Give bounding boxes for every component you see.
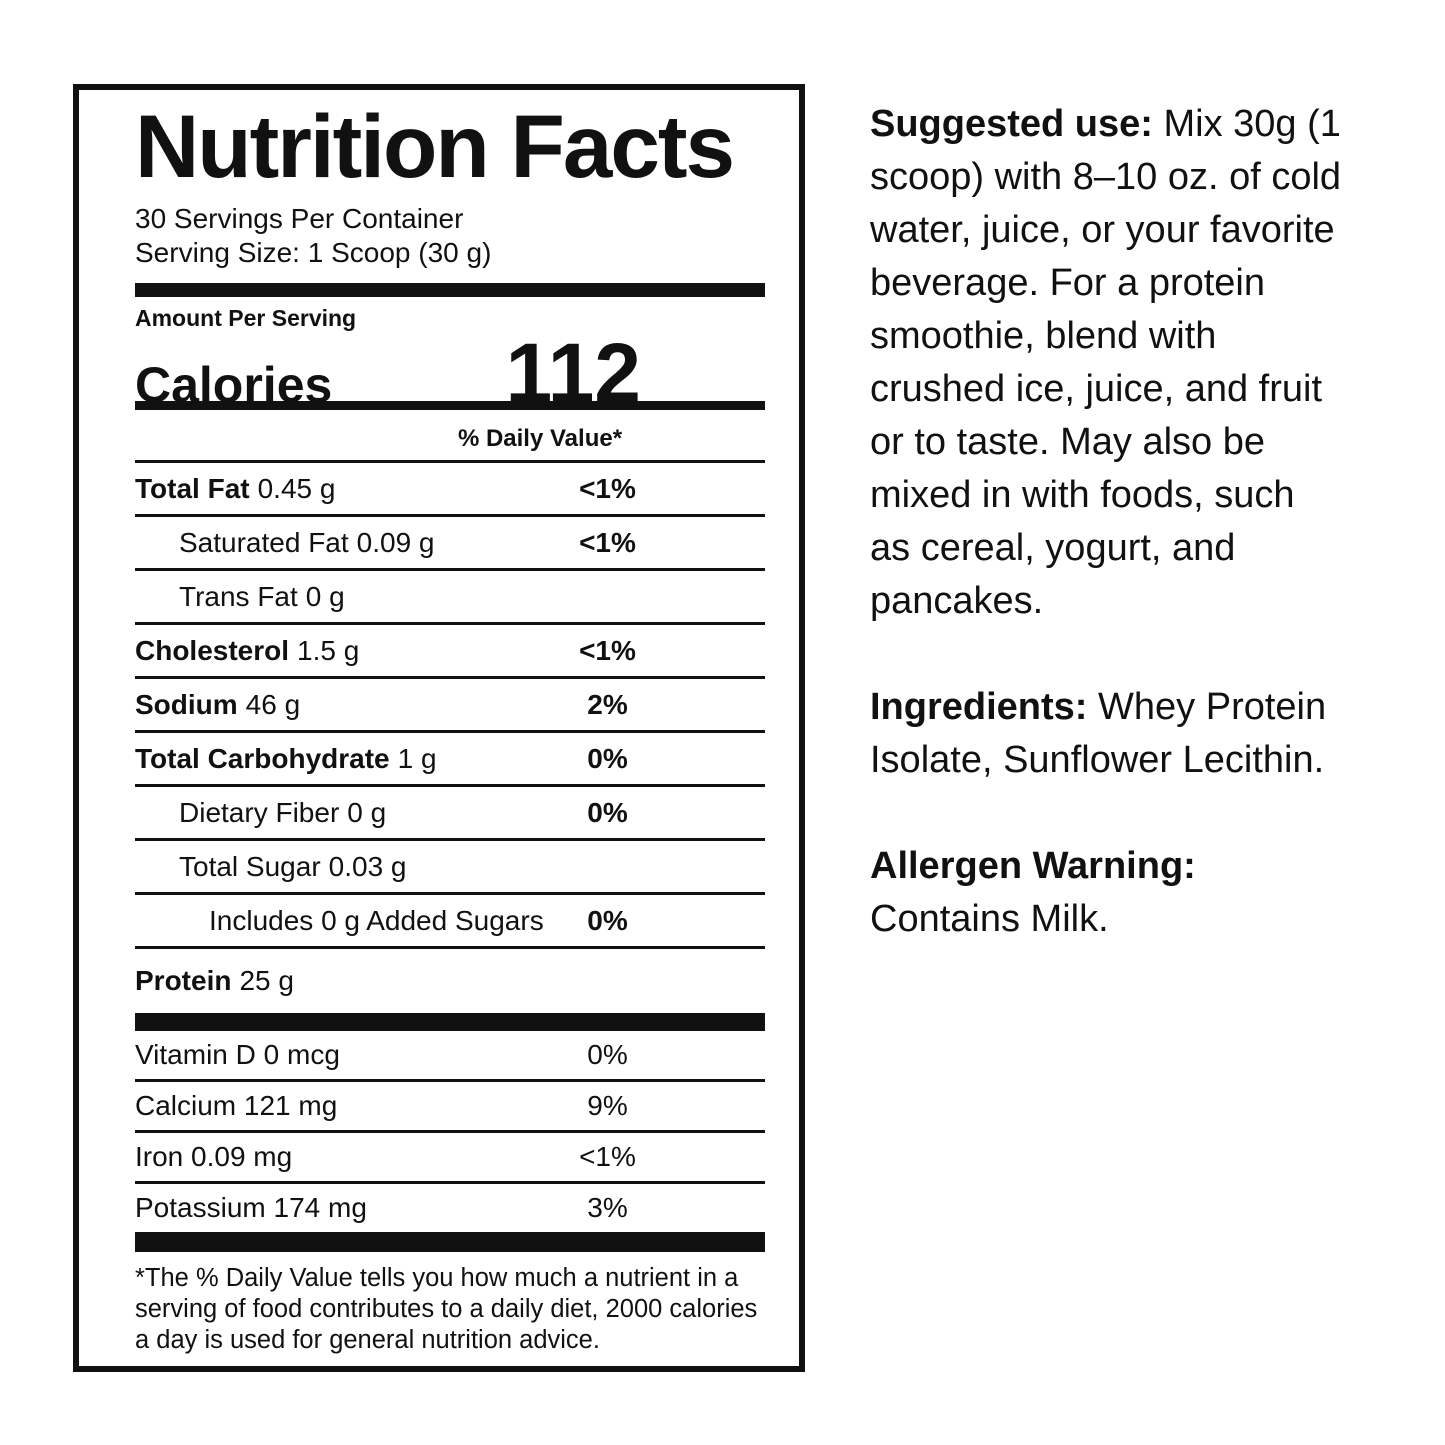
- nutrient-name: Sodium: [135, 688, 238, 720]
- nutrient-amount: 25 g: [239, 965, 294, 996]
- nutrient-dv: <1%: [579, 526, 636, 558]
- suggested-use-label: Suggested use:: [870, 103, 1153, 145]
- micronutrient-dv: 0%: [587, 1039, 628, 1070]
- suggested-use-text: Mix 30g (1 scoop) with 8–10 oz. of cold water, juice, or your favorite beverage. For a protein smoothie, blend with crushed ice, juice, and fruit or to taste. May also be mixed in with foods, such as cereal, yogurt, and pancakes.: [870, 103, 1342, 622]
- amount-per-serving-label: Amount Per Serving: [135, 305, 357, 331]
- allergen-paragraph: [870, 840, 1342, 946]
- allergen-warning-text: Contains Milk.: [870, 898, 1109, 940]
- daily-value-footnote: *The % Daily Value tells you how much a nutrient in a serving of food contributes to a daily diet, 2000 calories a day is used for general nutrition advice.: [135, 1264, 758, 1354]
- nutrition-facts-panel: [73, 84, 805, 1372]
- micronutrient-dv: 9%: [587, 1090, 628, 1121]
- nutrient-name: Dietary Fiber: [179, 796, 340, 828]
- serving-size: Serving Size: 1 Scoop (30 g): [135, 237, 492, 268]
- nutrient-row-cholesterol: [135, 625, 765, 679]
- nutrient-dv: 0%: [587, 796, 628, 828]
- nutrient-row-dietary-fiber: [135, 787, 765, 841]
- nutrient-name: Cholesterol: [135, 634, 290, 666]
- allergen-warning-label: Allergen Warning:: [870, 845, 1196, 887]
- ingredients-paragraph: [870, 681, 1342, 787]
- nutrient-name: Includes 0 g Added Sugars: [209, 904, 544, 936]
- suggested-use-paragraph: [870, 98, 1342, 628]
- nutrient-amount: 0.45 g: [257, 472, 336, 504]
- nutrient-dv: <1%: [579, 472, 636, 504]
- nutrient-row-sodium: [135, 679, 765, 733]
- serving-info: [135, 202, 765, 270]
- calories-row: [135, 326, 765, 420]
- nutrient-dv: 2%: [587, 688, 628, 720]
- nutrient-amount: 46 g: [245, 688, 301, 720]
- nutrient-row-added-sugars: [135, 895, 765, 949]
- thick-divider-bottom: [135, 1232, 765, 1252]
- nutrient-name: Protein: [135, 965, 232, 996]
- thick-divider-protein: [135, 1013, 765, 1031]
- nutrient-row-total-carbohydrate: [135, 733, 765, 787]
- micronutrient-dv: <1%: [579, 1141, 636, 1172]
- nutrient-name: Saturated Fat: [179, 526, 349, 558]
- nutrient-row-total-fat: [135, 463, 765, 517]
- micronutrient-name: Calcium 121 mg: [135, 1090, 338, 1121]
- nutrient-name: Total Sugar: [179, 850, 321, 882]
- nutrient-amount: 0 g: [347, 796, 387, 828]
- micronutrient-name: Potassium 174 mg: [135, 1192, 367, 1223]
- nutrient-row-protein: [135, 949, 765, 1013]
- servings-per-container: 30 Servings Per Container: [135, 203, 464, 234]
- daily-value-header: [135, 410, 765, 463]
- nutrient-amount: 1.5 g: [297, 634, 360, 666]
- micronutrient-dv: 3%: [587, 1192, 628, 1223]
- micronutrient-row-potassium: [135, 1184, 765, 1232]
- micronutrient-row-iron: [135, 1133, 765, 1184]
- nutrient-row-total-sugar: [135, 841, 765, 895]
- nutrient-row-trans-fat: [135, 571, 765, 625]
- ingredients-label: Ingredients:: [870, 686, 1088, 728]
- nutrient-amount: 1 g: [397, 742, 437, 774]
- nutrition-facts-title: Nutrition Facts: [135, 96, 733, 196]
- nutrient-dv: <1%: [579, 634, 636, 666]
- paragraph-gap: [870, 787, 1342, 840]
- paragraph-gap: [870, 628, 1342, 681]
- nutrient-amount: 0.03 g: [328, 850, 407, 882]
- micronutrient-row-calcium: [135, 1082, 765, 1133]
- micronutrient-name: Iron 0.09 mg: [135, 1141, 293, 1172]
- nutrient-name: Trans Fat: [179, 580, 298, 612]
- nutrient-row-saturated-fat: [135, 517, 765, 571]
- nutrient-dv: 0%: [587, 742, 628, 774]
- micronutrient-name: Vitamin D 0 mcg: [135, 1039, 340, 1070]
- micronutrient-row-vitamin-d: [135, 1031, 765, 1082]
- ingredients-text: Whey Protein Isolate, Sunflower Lecithin.: [870, 686, 1327, 781]
- calories-value: 112: [505, 326, 641, 420]
- nutrient-amount: 0.09 g: [356, 526, 435, 558]
- thick-divider-top: [135, 283, 765, 297]
- daily-value-header-text: % Daily Value*: [457, 425, 623, 452]
- nutrient-name: Total Carbohydrate: [135, 742, 390, 774]
- info-column: [870, 98, 1342, 946]
- nutrient-name: Total Fat: [135, 472, 250, 504]
- calories-label: Calories: [135, 357, 333, 413]
- nutrient-amount: 0 g: [305, 580, 345, 612]
- nutrient-dv: 0%: [587, 904, 628, 936]
